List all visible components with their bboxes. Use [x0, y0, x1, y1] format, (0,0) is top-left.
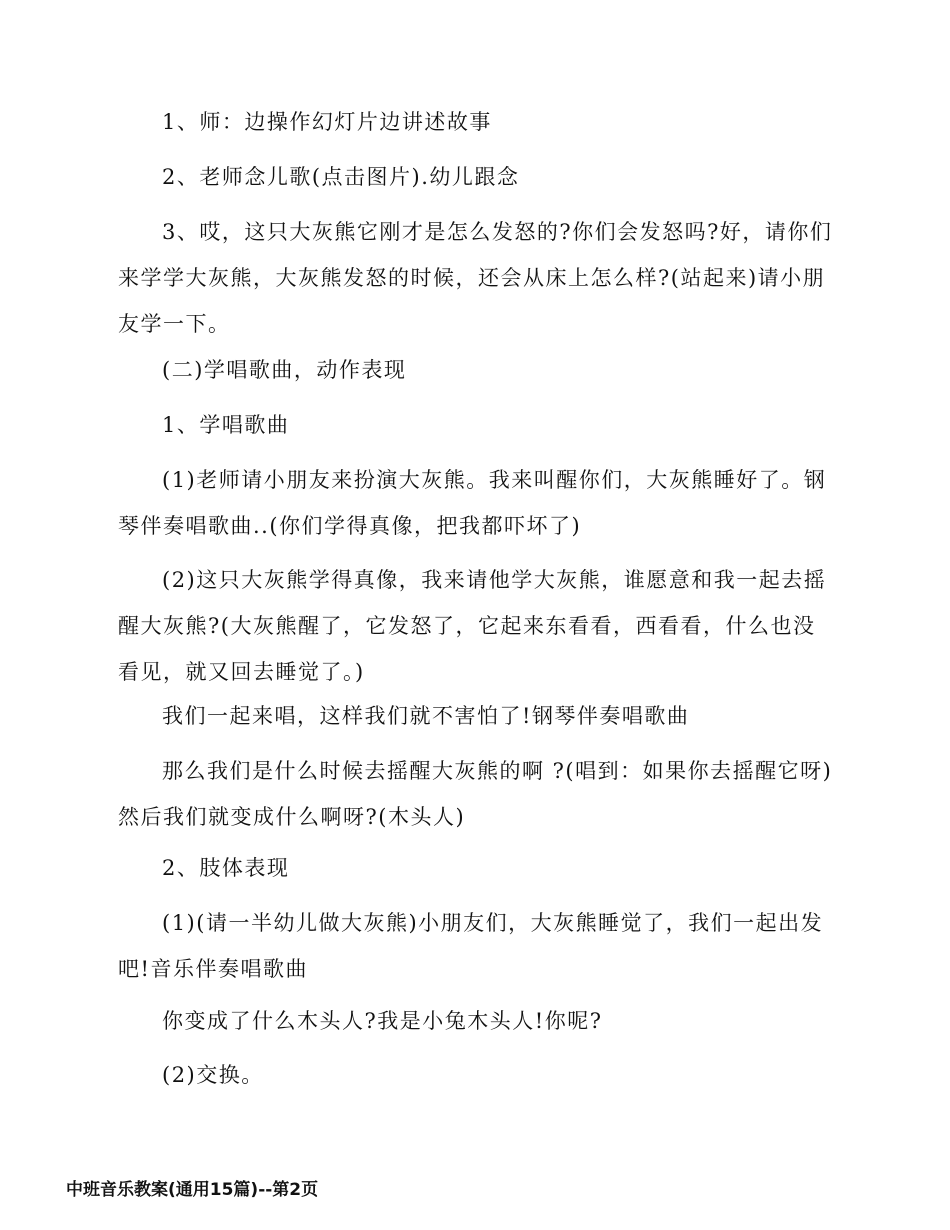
paragraph-step-2: 2、老师念儿歌(点击图片).幼儿跟念 — [162, 165, 520, 189]
paragraph-step-1: 1、师：边操作幻灯片边讲述故事 — [162, 110, 492, 134]
paragraph-when-wake: 那么我们是什么时候去摇醒大灰熊的啊 ?(唱到：如果你去摇醒它呀)然后我们就变成什么啊呀?(木头人) — [118, 759, 833, 829]
subheading-learn-singing: 1、学唱歌曲 — [162, 413, 290, 437]
paragraph-wooden-person: 你变成了什么木头人?我是小兔木头人!你呢? — [162, 1009, 603, 1033]
paragraph-body-item-2: (2)交换。 — [162, 1063, 264, 1087]
paragraph-item-2: (2)这只大灰熊学得真像，我来请他学大灰熊，谁愿意和我一起去摇醒大灰熊?(大灰熊醒了，它发怒了，它起来东看看，西看看，什么也没看见，就又回去睡觉了。) — [118, 568, 827, 684]
paragraph-sing-together: 我们一起来唱，这样我们就不害怕了!钢琴伴奏唱歌曲 — [162, 704, 690, 728]
subheading-body-expression: 2、肢体表现 — [162, 856, 290, 880]
page-footer: 中班音乐教案(通用15篇)--第2页 — [66, 1180, 319, 1200]
paragraph-item-1: (1)老师请小朋友来扮演大灰熊。我来叫醒你们，大灰熊睡好了。钢琴伴奏唱歌曲..(你们学得真像，把我都吓坏了) — [118, 468, 827, 538]
paragraph-body-item-1: (1)(请一半幼儿做大灰熊)小朋友们，大灰熊睡觉了，我们一起出发吧!音乐伴奏唱歌曲 — [118, 911, 824, 981]
paragraph-step-3: 3、哎，这只大灰熊它刚才是怎么发怒的?你们会发怒吗?好，请你们来学学大灰熊，大灰熊发怒的时候，还会从床上怎么样?(站起来)请小朋友学一下。 — [118, 220, 833, 336]
section-heading-learn-song: (二)学唱歌曲，动作表现 — [162, 358, 407, 382]
